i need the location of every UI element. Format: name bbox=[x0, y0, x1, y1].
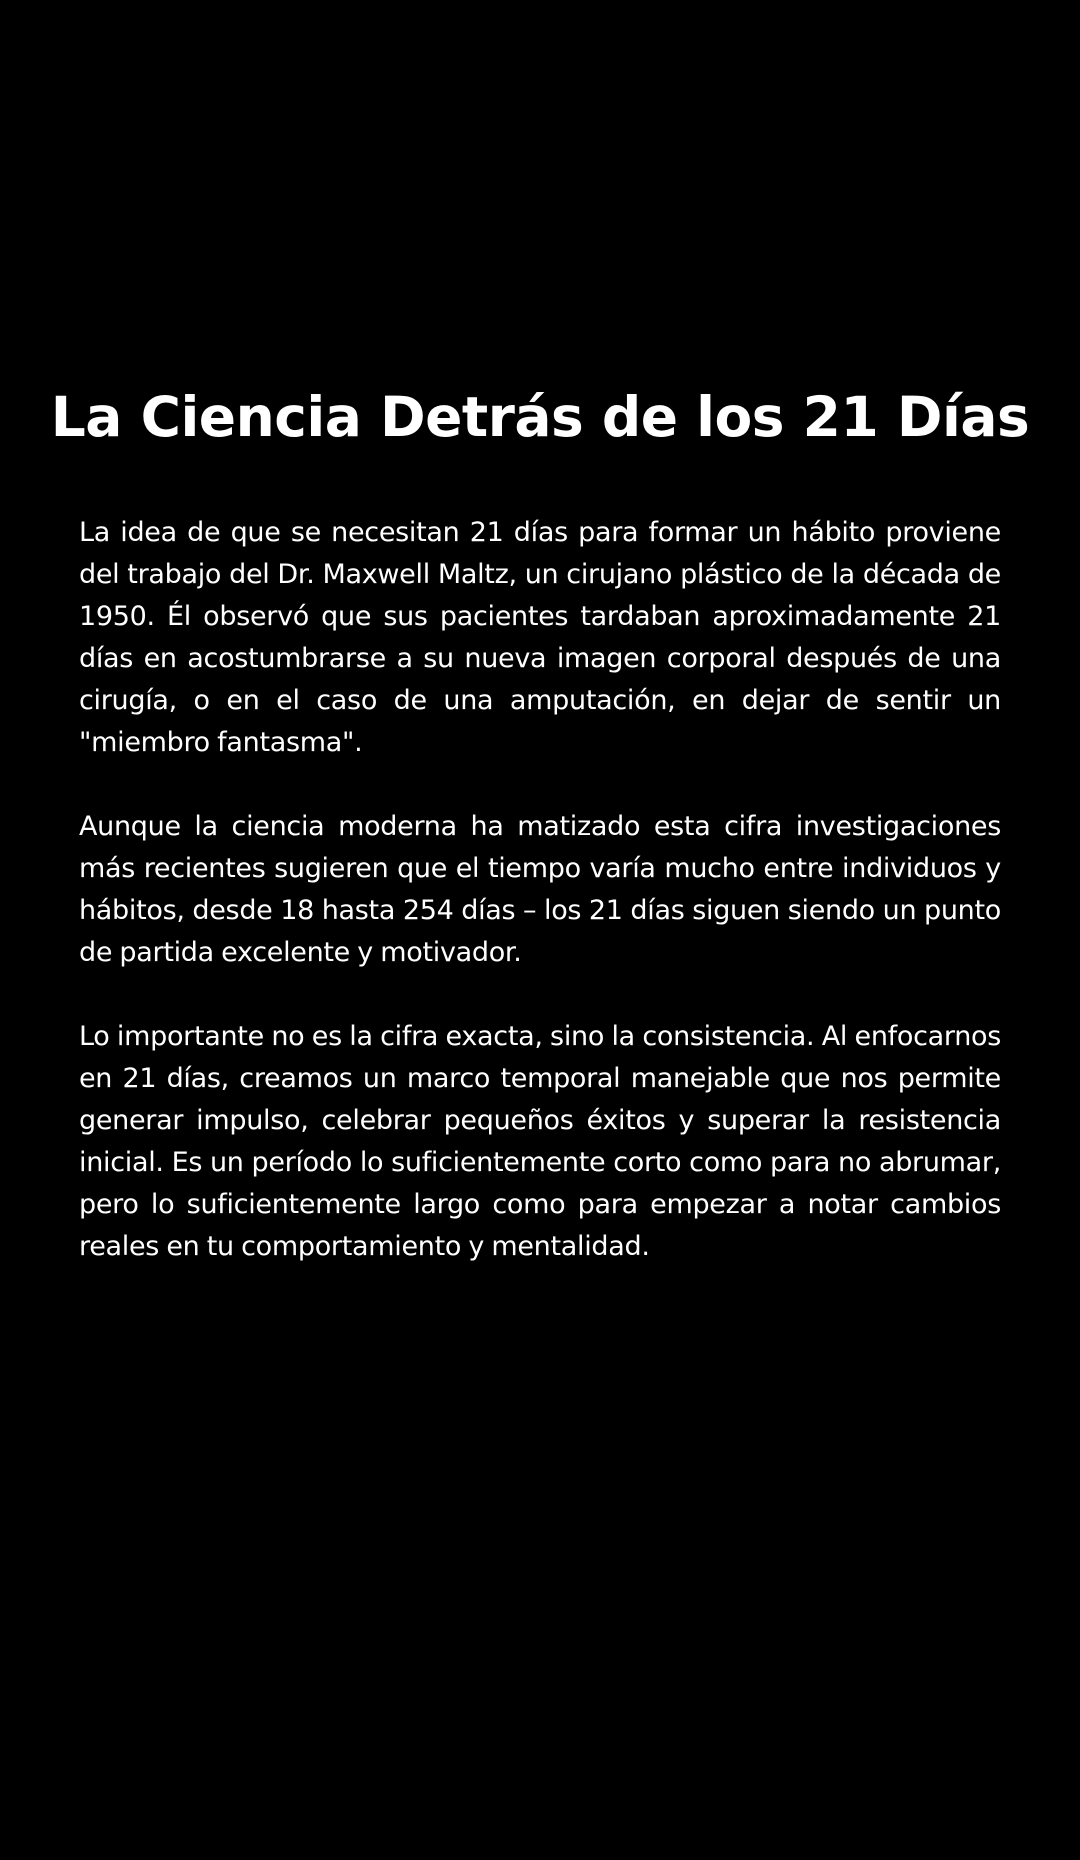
paragraph-consistency: Lo importante no es la cifra exacta, sino la consistencia. Al enfocarnos en 21 días, creamos un marco temporal manejable que nos permite generar impulso, celebrar pequeños éxitos y superar la resistencia inicial. Es un período lo suficientemente corto como para no abrumar, pero lo suficientemente largo como para empezar a notar cambios reales en tu comportamiento y mentalidad. bbox=[79, 1021, 1001, 1262]
slide-body bbox=[79, 512, 1001, 1310]
paragraph-modern-science: Aunque la ciencia moderna ha matizado esta cifra investigaciones más recientes sugieren que el tiempo varía mucho entre individuos y hábitos, desde 18 hasta 254 días – los 21 días siguen siendo un punto de partida excelente y motivador. bbox=[79, 811, 1001, 968]
paragraph-maltz-origin: La idea de que se necesitan 21 días para formar un hábito proviene del trabajo del Dr. Maxwell Maltz, un cirujano plástico de la década de 1950. Él observó que sus pacientes tardaban aproximadamente 21 días en acostumbrarse a su nueva imagen corporal después de una cirugía, o en el caso de una amputación, en dejar de sentir un "miembro fantasma". bbox=[79, 517, 1001, 758]
slide-title: La Ciencia Detrás de los 21 Días bbox=[50, 385, 1030, 449]
